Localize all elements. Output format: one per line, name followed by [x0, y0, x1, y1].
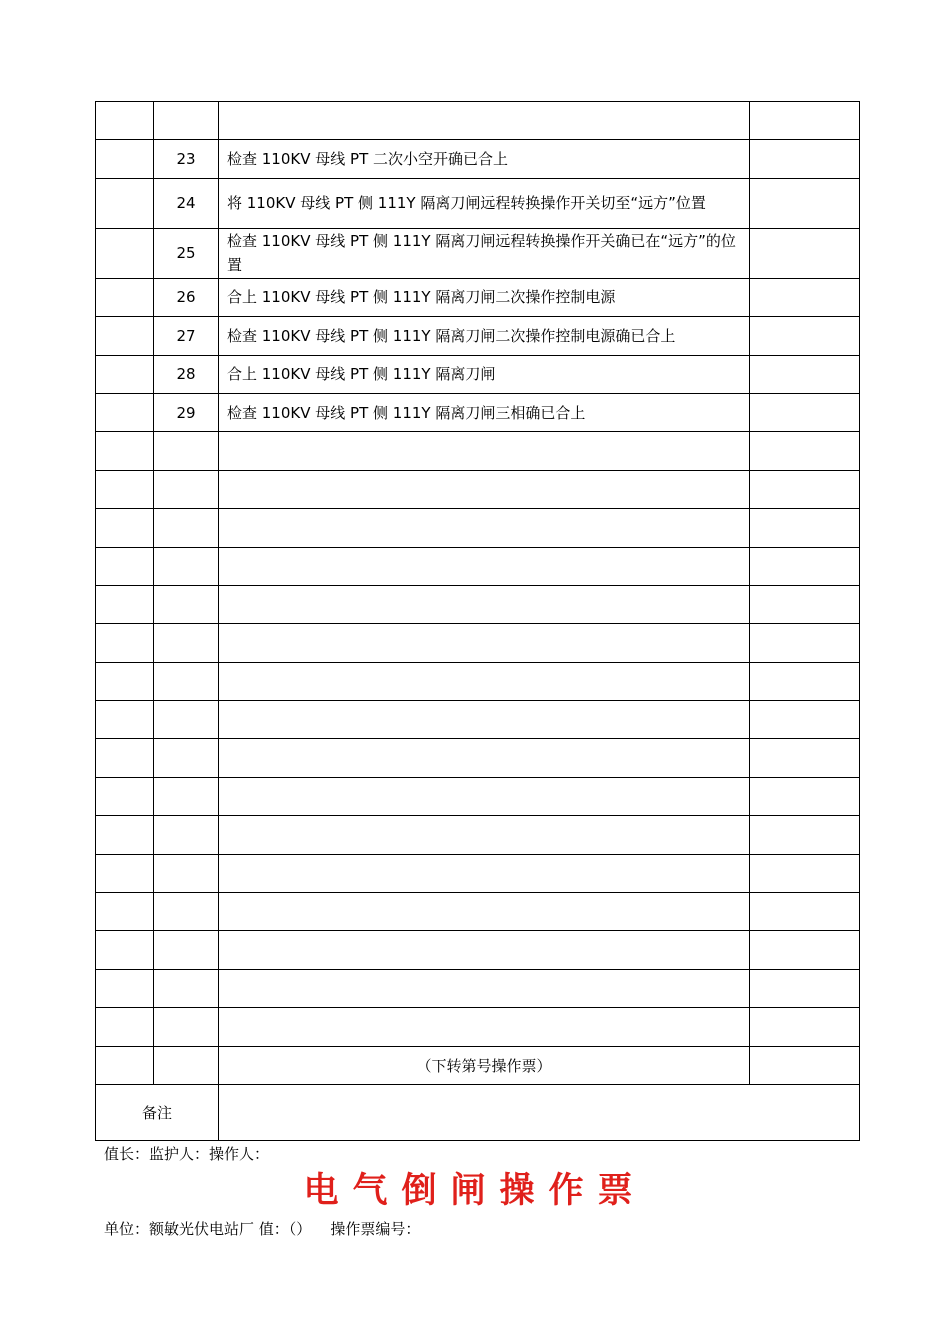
- blank-cell: [750, 1046, 860, 1084]
- blank-cell: [96, 278, 154, 316]
- blank-cell: [154, 1008, 219, 1046]
- empty-row: [96, 931, 860, 969]
- blank-cell: [96, 585, 154, 623]
- remarks-label: 备注: [96, 1084, 219, 1140]
- table-row: [96, 393, 860, 431]
- blank-cell: [154, 1046, 219, 1084]
- blank-cell: [750, 931, 860, 969]
- blank-cell: [750, 662, 860, 700]
- empty-row: [96, 739, 860, 777]
- blank-cell: [750, 624, 860, 662]
- blank-cell: [154, 816, 219, 854]
- step-number: 27: [154, 317, 219, 355]
- blank-cell: [96, 547, 154, 585]
- blank-cell: [154, 854, 219, 892]
- empty-row: [96, 969, 860, 1007]
- empty-row: [96, 816, 860, 854]
- blank-cell: [750, 509, 860, 547]
- blank-cell: [154, 509, 219, 547]
- blank-cell: [750, 854, 860, 892]
- blank-cell: [219, 777, 750, 815]
- blank-cell: [219, 816, 750, 854]
- step-number: 29: [154, 393, 219, 431]
- check-cell: [750, 178, 860, 228]
- table-row: [96, 317, 860, 355]
- step-number: 26: [154, 278, 219, 316]
- blank-cell: [154, 585, 219, 623]
- blank-cell: [96, 624, 154, 662]
- step-number: 24: [154, 178, 219, 228]
- empty-rows: [96, 432, 860, 1046]
- step-number: [154, 102, 219, 140]
- table-row: [96, 178, 860, 228]
- blank-cell: [96, 739, 154, 777]
- blank-cell: [219, 1008, 750, 1046]
- blank-cell: [96, 509, 154, 547]
- blank-cell: [750, 470, 860, 508]
- blank-cell: [96, 1008, 154, 1046]
- blank-cell: [219, 509, 750, 547]
- empty-row: [96, 893, 860, 931]
- blank-cell: [219, 701, 750, 739]
- step-content: 将 110KV 母线 PT 侧 111Y 隔离刀闸远程转换操作开关切至“远方”位置: [219, 178, 750, 228]
- blank-cell: [219, 931, 750, 969]
- blank-cell: [750, 1008, 860, 1046]
- step-number: 23: [154, 140, 219, 178]
- blank-cell: [96, 969, 154, 1007]
- blank-cell: [750, 739, 860, 777]
- remarks-content: [219, 1084, 860, 1140]
- step-content: 合上 110KV 母线 PT 侧 111Y 隔离刀闸: [219, 355, 750, 393]
- check-cell: [750, 393, 860, 431]
- step-number: 25: [154, 228, 219, 278]
- step-content: 合上 110KV 母线 PT 侧 111Y 隔离刀闸二次操作控制电源: [219, 278, 750, 316]
- empty-row: [96, 547, 860, 585]
- blank-cell: [96, 1046, 154, 1084]
- page-title: 电气倒闸操作票: [303, 1171, 647, 1211]
- blank-cell: [96, 102, 154, 140]
- step-number: 28: [154, 355, 219, 393]
- table-row: [96, 278, 860, 316]
- blank-cell: [154, 969, 219, 1007]
- blank-cell: [96, 228, 154, 278]
- step-content: 检查 110KV 母线 PT 侧 111Y 隔离刀闸远程转换操作开关确已在“远方”的位置: [219, 228, 750, 278]
- table-row: [96, 102, 860, 140]
- blank-cell: [96, 931, 154, 969]
- step-content: 检查 110KV 母线 PT 二次小空开确已合上: [219, 140, 750, 178]
- blank-cell: [154, 470, 219, 508]
- empty-row: [96, 1008, 860, 1046]
- blank-cell: [750, 969, 860, 1007]
- blank-cell: [96, 854, 154, 892]
- signature-line: 值长：监护人：操作人：: [104, 1145, 270, 1163]
- empty-row: [96, 470, 860, 508]
- blank-cell: [96, 893, 154, 931]
- blank-cell: [154, 931, 219, 969]
- empty-row: [96, 777, 860, 815]
- blank-cell: [154, 893, 219, 931]
- blank-cell: [96, 777, 154, 815]
- empty-row: [96, 624, 860, 662]
- step-content: 检查 110KV 母线 PT 侧 111Y 隔离刀闸三相确已合上: [219, 393, 750, 431]
- empty-row: [96, 701, 860, 739]
- blank-cell: [96, 470, 154, 508]
- unit-line: 单位：额敏光伏电站厂 值：（） 操作票编号：: [104, 1220, 421, 1238]
- remarks-row: [96, 1084, 860, 1140]
- blank-cell: [219, 585, 750, 623]
- blank-cell: [154, 624, 219, 662]
- table-row: [96, 228, 860, 278]
- blank-cell: [96, 317, 154, 355]
- blank-cell: [154, 777, 219, 815]
- blank-cell: [96, 816, 154, 854]
- blank-cell: [154, 701, 219, 739]
- blank-cell: [750, 777, 860, 815]
- blank-cell: [219, 470, 750, 508]
- blank-cell: [750, 701, 860, 739]
- blank-cell: [96, 432, 154, 470]
- step-content: 检查 110KV 母线 PT 侧 111Y 隔离刀闸二次操作控制电源确已合上: [219, 317, 750, 355]
- blank-cell: [154, 432, 219, 470]
- blank-cell: [750, 432, 860, 470]
- check-cell: [750, 140, 860, 178]
- transfer-note: （下转第号操作票）: [219, 1046, 750, 1084]
- empty-row: [96, 662, 860, 700]
- blank-cell: [96, 140, 154, 178]
- blank-cell: [96, 355, 154, 393]
- empty-row: [96, 432, 860, 470]
- blank-cell: [219, 547, 750, 585]
- table-row: [96, 355, 860, 393]
- check-cell: [750, 278, 860, 316]
- check-cell: [750, 102, 860, 140]
- blank-cell: [219, 739, 750, 777]
- blank-cell: [96, 178, 154, 228]
- blank-cell: [750, 816, 860, 854]
- blank-cell: [96, 393, 154, 431]
- operation-ticket-body: [96, 102, 860, 432]
- check-cell: [750, 317, 860, 355]
- step-content: [219, 102, 750, 140]
- transfer-row: [96, 1046, 860, 1084]
- blank-cell: [96, 662, 154, 700]
- blank-cell: [219, 662, 750, 700]
- blank-cell: [154, 547, 219, 585]
- blank-cell: [219, 624, 750, 662]
- blank-cell: [750, 893, 860, 931]
- blank-cell: [96, 701, 154, 739]
- blank-cell: [219, 432, 750, 470]
- blank-cell: [154, 662, 219, 700]
- check-cell: [750, 355, 860, 393]
- operation-ticket-table: [95, 101, 860, 1141]
- empty-row: [96, 854, 860, 892]
- table-row: [96, 140, 860, 178]
- blank-cell: [750, 547, 860, 585]
- blank-cell: [219, 969, 750, 1007]
- check-cell: [750, 228, 860, 278]
- ticket-footer-rows: [96, 1046, 860, 1140]
- blank-cell: [750, 585, 860, 623]
- blank-cell: [219, 854, 750, 892]
- blank-cell: [154, 739, 219, 777]
- empty-row: [96, 509, 860, 547]
- empty-row: [96, 585, 860, 623]
- blank-cell: [219, 893, 750, 931]
